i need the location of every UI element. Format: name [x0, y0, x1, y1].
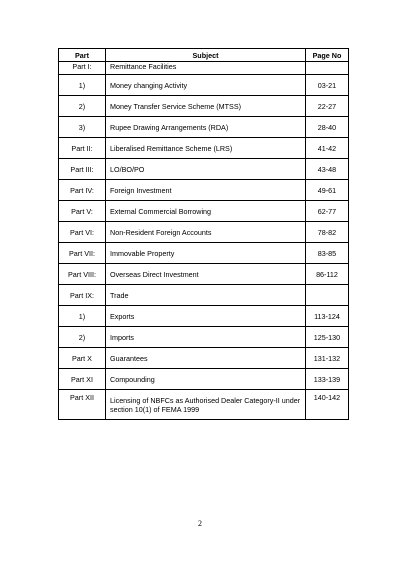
page-number: 2 — [198, 519, 202, 528]
subject-cell: Licensing of NBFCs as Authorised Dealer Category-II under section 10(1) of FEMA 1999 — [106, 390, 306, 420]
subject-cell: Compounding — [106, 369, 306, 390]
part-cell: Part VI: — [59, 222, 106, 243]
page-cell: 133-139 — [306, 369, 349, 390]
page-cell: 43-48 — [306, 159, 349, 180]
table-row — [59, 117, 349, 138]
part-cell: Part XI — [59, 369, 106, 390]
page-cell: 49-61 — [306, 180, 349, 201]
table-row — [59, 138, 349, 159]
table-row — [59, 180, 349, 201]
part-cell: 1) — [59, 306, 106, 327]
table-row — [59, 306, 349, 327]
page-cell — [306, 285, 349, 306]
part-cell: Part V: — [59, 201, 106, 222]
page-cell: 62-77 — [306, 201, 349, 222]
subject-cell: Foreign Investment — [106, 180, 306, 201]
subject-cell: Rupee Drawing Arrangements (RDA) — [106, 117, 306, 138]
page-cell: 78-82 — [306, 222, 349, 243]
contents-table — [58, 48, 349, 420]
page-cell — [306, 62, 349, 75]
page-cell: 83-85 — [306, 243, 349, 264]
table-row — [59, 222, 349, 243]
part-cell: Part I: — [59, 62, 106, 75]
table-row — [59, 390, 349, 420]
subject-cell: LO/BO/PO — [106, 159, 306, 180]
part-cell: 3) — [59, 117, 106, 138]
page-cell: 131-132 — [306, 348, 349, 369]
page-cell: 86-112 — [306, 264, 349, 285]
subject-cell: Immovable Property — [106, 243, 306, 264]
subject-cell: Trade — [106, 285, 306, 306]
header-subject: Subject — [106, 49, 306, 62]
part-cell: Part X — [59, 348, 106, 369]
subject-cell: External Commercial Borrowing — [106, 201, 306, 222]
part-cell: Part III: — [59, 159, 106, 180]
page-cell: 22-27 — [306, 96, 349, 117]
page-cell: 28-40 — [306, 117, 349, 138]
subject-cell: Money changing Activity — [106, 75, 306, 96]
table-row — [59, 96, 349, 117]
subject-cell: Liberalised Remittance Scheme (LRS) — [106, 138, 306, 159]
subject-cell: Remittance Facilities — [106, 62, 306, 75]
subject-cell: Exports — [106, 306, 306, 327]
subject-cell: Non-Resident Foreign Accounts — [106, 222, 306, 243]
table-row — [59, 243, 349, 264]
page-cell: 41-42 — [306, 138, 349, 159]
table-row — [59, 285, 349, 306]
part-cell: Part XII — [59, 390, 106, 420]
part-cell: 2) — [59, 96, 106, 117]
part-cell: Part IV: — [59, 180, 106, 201]
table-row — [59, 201, 349, 222]
subject-cell: Guarantees — [106, 348, 306, 369]
page-cell: 113-124 — [306, 306, 349, 327]
table-row — [59, 369, 349, 390]
subject-cell: Imports — [106, 327, 306, 348]
part-cell: Part IX: — [59, 285, 106, 306]
part-cell: 2) — [59, 327, 106, 348]
part-cell: 1) — [59, 75, 106, 96]
header-part: Part — [59, 49, 106, 62]
subject-cell: Overseas Direct Investment — [106, 264, 306, 285]
header-page-no: Page No — [306, 49, 349, 62]
table-row — [59, 327, 349, 348]
table-row — [59, 264, 349, 285]
part-cell: Part II: — [59, 138, 106, 159]
page-cell: 125-130 — [306, 327, 349, 348]
page-cell: 03-21 — [306, 75, 349, 96]
header-row — [59, 49, 349, 62]
table-row — [59, 348, 349, 369]
part-cell: Part VII: — [59, 243, 106, 264]
page-cell: 140-142 — [306, 390, 349, 420]
table-row — [59, 75, 349, 96]
table-row — [59, 159, 349, 180]
table-row — [59, 62, 349, 75]
part-cell: Part VIII: — [59, 264, 106, 285]
subject-cell: Money Transfer Service Scheme (MTSS) — [106, 96, 306, 117]
